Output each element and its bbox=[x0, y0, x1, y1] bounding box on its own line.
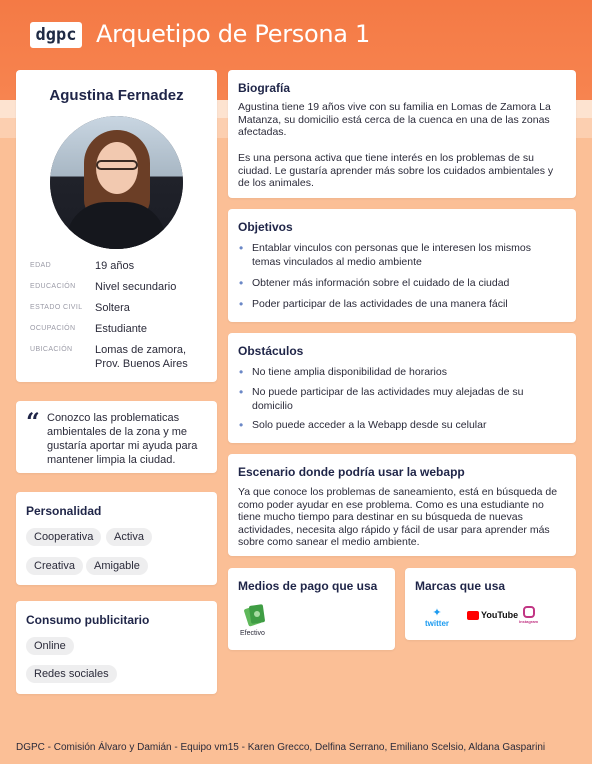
brand-label: twitter bbox=[425, 619, 449, 628]
cash-icon bbox=[242, 602, 268, 628]
profile-info bbox=[30, 259, 210, 378]
avatar bbox=[50, 116, 183, 249]
quote-line: Conozco las problematicas bbox=[47, 412, 180, 424]
text-line: Matanza, su domicilio está cerca de la cuenca en una de las zonas bbox=[238, 113, 550, 126]
profile-card bbox=[16, 70, 217, 382]
tag: Activa bbox=[106, 528, 152, 546]
payment-title: Medios de pago que usa bbox=[238, 579, 378, 593]
payment-card bbox=[228, 568, 395, 650]
info-value bbox=[95, 343, 188, 371]
tag: Amigable bbox=[86, 557, 148, 575]
scenario-card bbox=[228, 454, 576, 556]
quote-text bbox=[47, 411, 212, 467]
page-title: Arquetipo de Persona 1 bbox=[96, 20, 370, 48]
info-value: 19 años bbox=[95, 260, 135, 272]
text-line: No puede participar de las actividades muy alejadas de su bbox=[252, 386, 524, 398]
info-key: EDUCACIÓN bbox=[30, 283, 76, 290]
quote-line: ambientales de la zona y me bbox=[47, 426, 188, 438]
persona-name: Agustina Fernadez bbox=[49, 87, 184, 104]
instagram-logo bbox=[519, 606, 538, 624]
info-row-civil-status bbox=[30, 301, 210, 315]
text-line: como poder ayudar en ese problema. Como es una estudiante no bbox=[238, 498, 544, 511]
tag: Creativa bbox=[26, 557, 83, 575]
text-line: Es una persona activa que tiene interés en los problemas de su bbox=[238, 152, 534, 164]
info-key: UBICACIÓN bbox=[30, 346, 73, 353]
info-value: Nivel secundario bbox=[95, 281, 177, 293]
text-line: No tiene amplia disponibilidad de horarios bbox=[252, 366, 447, 378]
scenario-text bbox=[238, 486, 558, 549]
info-row-occupation bbox=[30, 322, 210, 336]
info-value: Estudiante bbox=[95, 323, 147, 335]
text-line: temas vinculados al medio ambiente bbox=[252, 256, 422, 268]
location-line-1: Lomas de zamora, bbox=[95, 344, 187, 356]
tag: Online bbox=[26, 637, 74, 655]
brands-card bbox=[405, 568, 576, 640]
info-row-location bbox=[30, 343, 210, 371]
text-line: domicilio bbox=[252, 400, 293, 412]
info-key: EDAD bbox=[30, 262, 52, 269]
obstacle-item bbox=[238, 365, 563, 379]
objective-item bbox=[238, 297, 563, 311]
personality-title: Personalidad bbox=[26, 504, 102, 518]
obstacle-item bbox=[238, 418, 563, 432]
text-line: Poder participar de las actividades de una manera fácil bbox=[252, 298, 508, 310]
twitter-bird-icon: ✦ bbox=[432, 607, 442, 619]
quote-line: gustaría aportar mi ayuda para bbox=[47, 440, 198, 452]
youtube-logo bbox=[467, 610, 518, 620]
scenario-title: Escenario donde podría usar la webapp bbox=[238, 465, 465, 479]
consumption-title: Consumo publicitario bbox=[26, 613, 150, 627]
brand-label: YouTube bbox=[481, 610, 519, 620]
text-line: Agustina tiene 19 años vive con su familia en Lomas de Zamora La bbox=[238, 101, 551, 113]
text-line: sobre como sanear el medio ambiente. bbox=[238, 536, 420, 548]
consumption-card bbox=[16, 601, 217, 694]
text-line: de los animales. bbox=[238, 177, 314, 189]
info-key: ESTADO CIVIL bbox=[30, 304, 83, 311]
info-row-education bbox=[30, 280, 210, 294]
objectives-title: Objetivos bbox=[238, 220, 293, 234]
objective-item bbox=[238, 241, 563, 269]
quote-card bbox=[16, 401, 217, 473]
logo bbox=[30, 22, 82, 48]
objectives-card bbox=[228, 209, 576, 322]
obstacles-title: Obstáculos bbox=[238, 344, 304, 358]
info-row-age bbox=[30, 259, 210, 273]
text-line: afectadas. bbox=[238, 126, 287, 138]
location-line-2: Prov. Buenos Aires bbox=[95, 358, 188, 370]
personality-card bbox=[16, 492, 217, 585]
text-line: actividades, necesita algo rápido y fácil de usar para aprender más bbox=[238, 523, 550, 536]
obstacles-card bbox=[228, 333, 576, 443]
text-line: Obtener más información sobre el cuidado de la ciudad bbox=[252, 277, 510, 289]
obstacle-item bbox=[238, 385, 563, 413]
footer-credits: DGPC - Comisión Álvaro y Damián - Equipo vm15 - Karen Grecco, Delfina Serrano, Emiliano Scelsio, Aldana Gasparini bbox=[16, 742, 546, 753]
youtube-play-icon bbox=[467, 611, 479, 620]
tag: Redes sociales bbox=[26, 665, 117, 683]
twitter-logo bbox=[425, 606, 449, 628]
logo-text: dgpc bbox=[35, 25, 77, 45]
info-value: Soltera bbox=[95, 302, 130, 314]
text-line: Entablar vinculos con personas que le interesen los mismos bbox=[252, 242, 531, 254]
quote-line: mantener limpia la ciudad. bbox=[47, 454, 176, 466]
instagram-camera-icon bbox=[523, 606, 535, 618]
text-line: Solo puede acceder a la Webapp desde su celular bbox=[252, 419, 487, 431]
text-line: tiene mucho tiempo para destinar en su búsqueda de nuevas bbox=[238, 511, 523, 523]
tag: Cooperativa bbox=[26, 528, 101, 546]
text-line: ciudad. Le gustaría aprender más sobre los cuidados ambientales y bbox=[238, 164, 554, 177]
payment-label: Efectivo bbox=[240, 630, 265, 637]
biography-card bbox=[228, 70, 576, 198]
info-key: OCUPACIÓN bbox=[30, 325, 76, 332]
biography-paragraph-2 bbox=[238, 152, 558, 190]
brand-label: Instagram bbox=[519, 619, 539, 624]
biography-title: Biografía bbox=[238, 81, 291, 95]
brands-title: Marcas que usa bbox=[415, 579, 506, 593]
text-line: Ya que conoce los problemas de saneamiento, está en búsqueda de bbox=[238, 486, 558, 498]
quote-icon: “ bbox=[26, 407, 40, 436]
objective-item bbox=[238, 276, 563, 290]
biography-paragraph-1 bbox=[238, 101, 558, 139]
